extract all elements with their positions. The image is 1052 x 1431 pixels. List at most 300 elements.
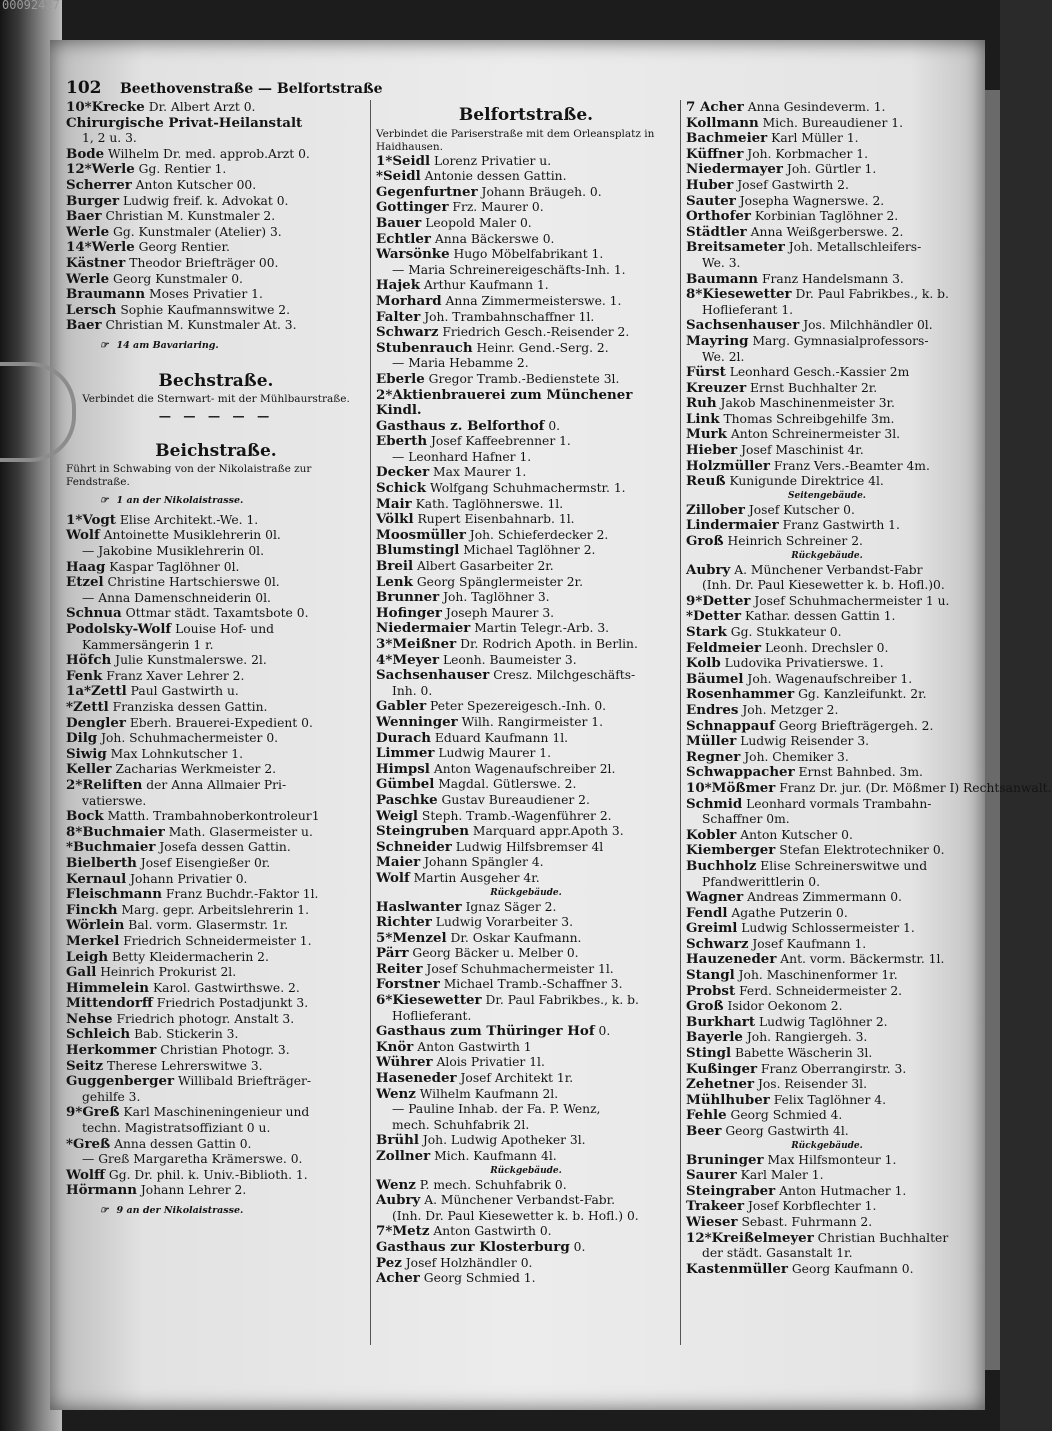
directory-entry xyxy=(376,325,676,341)
entry-details: Joh. Wagenaufschreiber 1. xyxy=(743,671,913,686)
entry-surname: Haslwanter xyxy=(376,898,462,915)
entry-surname: *Detter xyxy=(686,608,742,625)
entry-details: Anton Hutmacher 1. xyxy=(775,1183,907,1198)
entry-surname: Paschke xyxy=(376,791,438,808)
entry-details: Gg. Kunstmaler (Atelier) 3. xyxy=(109,224,282,239)
directory-entry xyxy=(66,747,366,763)
directory-entry xyxy=(686,412,968,428)
entry-surname: Saurer xyxy=(686,1167,737,1184)
entry-surname: Haseneder xyxy=(376,1070,457,1087)
entry-surname: Zehetner xyxy=(686,1076,755,1093)
entry-surname: 8*Kiesewetter xyxy=(686,286,792,303)
entry-details: Georg Spänglermeister 2r. xyxy=(412,574,583,589)
directory-entry xyxy=(376,465,676,481)
entry-details: Peter Spezereigesch.-Inh. 0. xyxy=(426,699,607,714)
entry-surname: Endres xyxy=(686,701,739,718)
running-title: Beethovenstraße — Belfortstraße xyxy=(119,81,383,97)
directory-entry xyxy=(66,178,366,194)
entry-details: 0. xyxy=(544,418,561,433)
directory-entry xyxy=(376,637,676,653)
entry-details: — Maria Hebamme 2. xyxy=(392,356,529,371)
entry-surname: 1a*Zettl xyxy=(66,683,127,700)
entry-details: Georg Gastwirth 4l. xyxy=(721,1124,849,1138)
directory-entry xyxy=(376,263,676,279)
directory-entry xyxy=(686,474,968,490)
entry-details: Ludwig freif. k. Advokat 0. xyxy=(119,193,289,208)
directory-entry xyxy=(376,1133,676,1149)
pointing-hand-icon: ☞ xyxy=(100,1205,109,1216)
entry-surname: Falter xyxy=(376,308,421,325)
directory-entry xyxy=(66,1105,366,1121)
entry-details: Louise Hof- und xyxy=(171,622,275,637)
entry-surname: Niedermaier xyxy=(376,620,471,637)
entry-details: Ferd. Schneidermeister 2. xyxy=(735,983,903,998)
directory-entry xyxy=(686,334,968,350)
directory-entry xyxy=(66,1059,366,1075)
entry-details: A. Münchener Verbandst-Fabr. xyxy=(420,1193,616,1208)
entry-details: Martin Telegr.-Arb. 3. xyxy=(470,621,610,636)
directory-entry xyxy=(686,443,968,459)
pointing-hand-icon: ☞ xyxy=(100,495,109,507)
entry-details: Kunigunde Direktrice 4l. xyxy=(725,474,884,489)
entry-details: Joh. Schieferdecker 2. xyxy=(465,527,609,542)
entry-surname: Murk xyxy=(686,426,727,443)
directory-entry xyxy=(66,903,366,919)
entry-details: Wilhelm Kaufmann 2l. xyxy=(415,1086,559,1101)
directory-entry xyxy=(686,396,968,412)
entry-surname: Huber xyxy=(686,176,734,193)
directory-entry xyxy=(66,303,366,319)
directory-entry xyxy=(376,762,676,778)
directory-entry xyxy=(686,518,968,534)
directory-entry xyxy=(686,350,968,366)
entry-surname: Lenk xyxy=(376,573,413,590)
entry-details: Friedrich Gesch.-Reisender 2. xyxy=(438,325,630,340)
entry-details: Anton Gastwirth 1 xyxy=(413,1039,532,1054)
directory-entry xyxy=(376,278,676,294)
directory-entry xyxy=(66,669,366,685)
entry-details: Michael Tramb.-Schaffner 3. xyxy=(439,977,623,992)
entry-surname: Wührer xyxy=(376,1054,433,1071)
entry-surname: Zillober xyxy=(686,501,745,518)
entry-details: Georg Rentier. xyxy=(134,240,230,255)
entry-surname: 7 Acher xyxy=(686,99,744,115)
entry-surname: Finckh xyxy=(66,901,118,918)
directory-entry xyxy=(66,918,366,934)
entry-surname: Hauzeneder xyxy=(686,951,777,968)
entry-details: Friedrich Postadjunkt 3. xyxy=(152,996,309,1011)
directory-entry xyxy=(686,952,968,968)
section-separator: — — — — — xyxy=(158,408,274,424)
entry-details: Dr. Rodrich Apoth. in Berlin. xyxy=(456,637,638,651)
directory-entry xyxy=(376,575,676,591)
entry-details: 1, 2 u. 3. xyxy=(82,131,137,146)
entry-details: Christian M. Kunstmaler 2. xyxy=(101,209,276,224)
directory-entry xyxy=(66,528,366,544)
directory-entry xyxy=(376,403,676,419)
entry-surname: 9*Greß xyxy=(66,1104,120,1121)
directory-entry xyxy=(66,591,366,607)
entry-surname: Hajek xyxy=(376,277,420,294)
entry-surname: Schneider xyxy=(376,838,452,855)
entry-details: Bal. vorm. Glasermstr. 1r. xyxy=(124,918,289,933)
entry-details: Math. Glasermeister u. xyxy=(164,824,313,839)
directory-entry xyxy=(376,915,676,931)
entry-details: — Jakobine Musiklehrerin 0l. xyxy=(82,544,265,559)
entry-surname: Leigh xyxy=(66,948,109,965)
directory-entry xyxy=(686,1153,968,1169)
entry-details: Sebast. Fuhrmann 2. xyxy=(737,1214,873,1229)
entry-details: Gustav Bureaudiener 2. xyxy=(437,792,590,807)
directory-entry xyxy=(686,272,968,288)
directory-entry xyxy=(686,797,968,813)
entry-surname: Wieser xyxy=(686,1213,738,1230)
directory-entry xyxy=(376,900,676,916)
entry-details: Anton Schreinermeister 3l. xyxy=(726,427,901,442)
entry-surname: Fehle xyxy=(686,1107,727,1124)
entry-details: Josef Kaffeebrenner 1. xyxy=(427,434,571,449)
directory-entry xyxy=(376,1009,676,1025)
entry-surname: *Seidl xyxy=(376,168,421,185)
directory-entry xyxy=(66,700,366,716)
entry-details: Max Maurer 1. xyxy=(429,465,527,480)
entry-surname: *Greß xyxy=(66,1135,111,1152)
entry-details: Ludwig Taglöhner 2. xyxy=(755,1014,888,1029)
entry-surname: Pärr xyxy=(376,945,409,962)
entry-details: — Leonhard Hafner 1. xyxy=(392,449,532,464)
entry-surname: Kußinger xyxy=(686,1060,758,1077)
directory-entry xyxy=(686,984,968,1000)
directory-entry xyxy=(66,1168,366,1184)
entry-details: Franz Buchdr.-Faktor 1l. xyxy=(161,887,319,902)
directory-entry xyxy=(686,240,968,256)
entry-details: Christian Photogr. 3. xyxy=(156,1043,290,1058)
entry-surname: Gottinger xyxy=(376,199,449,216)
directory-entry xyxy=(66,606,366,622)
entry-surname: Greiml xyxy=(686,920,738,937)
entry-details: Gg. Dr. phil. k. Univ.-Biblioth. 1. xyxy=(104,1167,308,1182)
entry-details: Bab. Stickerin 3. xyxy=(130,1027,239,1042)
entry-surname: Stangl xyxy=(686,967,735,984)
directory-entry xyxy=(686,427,968,443)
directory-entry xyxy=(376,185,676,201)
entry-surname: Weigl xyxy=(376,807,419,824)
directory-entry xyxy=(686,1062,968,1078)
entry-surname: Städtler xyxy=(686,223,747,240)
entry-surname: Schick xyxy=(376,480,427,497)
entry-details: Anna Bäckerswe 0. xyxy=(430,231,555,246)
street-note: ☞ 14 am Bavariaring. xyxy=(66,338,366,354)
entry-details: Julie Kunstmalerswe. 2l. xyxy=(111,653,267,668)
entry-surname: Wenz xyxy=(376,1085,416,1102)
entry-surname: Fenk xyxy=(66,667,103,684)
entry-surname: Kernaul xyxy=(66,870,127,887)
entry-details: Frz. Maurer 0. xyxy=(448,200,544,215)
entry-surname: Rosenhammer xyxy=(686,686,795,703)
entry-details: Michael Taglöhner 2. xyxy=(459,543,596,558)
entry-surname: Himpsl xyxy=(376,760,430,777)
directory-entry xyxy=(66,1074,366,1090)
directory-entry xyxy=(66,1012,366,1028)
entry-details: (Inh. Dr. Paul Kiesewetter k. b. Hofl.)0. xyxy=(702,578,945,593)
entry-surname: Wolf xyxy=(376,869,410,886)
entry-details: Ludovika Privatierswe. 1. xyxy=(720,656,884,671)
entry-details: Georg Kunstmaler 0. xyxy=(109,271,243,286)
directory-entry xyxy=(66,981,366,997)
entry-surname: Fendl xyxy=(686,904,728,921)
directory-entry xyxy=(686,843,968,859)
directory-entry xyxy=(686,100,968,116)
directory-entry xyxy=(686,503,968,519)
entry-details: Karl Müller 1. xyxy=(767,131,859,146)
entry-details: Joh. Ludwig Apotheker 3l. xyxy=(418,1133,586,1148)
directory-entry xyxy=(686,1015,968,1031)
entry-surname: Kastenmüller xyxy=(686,1260,788,1277)
directory-entry xyxy=(376,372,676,388)
entry-surname: Moosmüller xyxy=(376,526,466,543)
entry-details: Hoflieferant 1. xyxy=(702,302,794,317)
entry-surname: Buchholz xyxy=(686,857,757,874)
entry-surname: Wörlein xyxy=(66,917,125,934)
directory-entry xyxy=(66,762,366,778)
directory-entry xyxy=(376,1071,676,1087)
entry-details: Heinrich Schreiner 2. xyxy=(723,534,863,549)
entry-details: Jakob Maschinenmeister 3r. xyxy=(716,396,895,411)
directory-entry xyxy=(376,1040,676,1056)
entry-surname: Bielberth xyxy=(66,854,137,871)
entry-details: Max Lohnkutscher 1. xyxy=(106,746,244,761)
entry-details: Willibald Briefträger- xyxy=(174,1074,312,1089)
entry-surname: Sachsenhauser xyxy=(376,667,490,684)
entry-details: Ignaz Säger 2. xyxy=(461,899,557,914)
entry-surname: Link xyxy=(686,410,720,427)
directory-entry xyxy=(66,116,366,132)
directory-entry xyxy=(686,1030,968,1046)
entry-details: Joseph Maurer 3. xyxy=(442,605,555,620)
directory-entry xyxy=(686,719,968,735)
directory-entry xyxy=(376,855,676,871)
directory-entry xyxy=(376,481,676,497)
directory-entry xyxy=(376,559,676,575)
directory-entry xyxy=(376,169,676,185)
entry-surname: Lindermaier xyxy=(686,517,779,534)
directory-entry xyxy=(66,778,366,794)
entry-details: Christine Hartschierswe 0l. xyxy=(103,575,280,590)
directory-entry xyxy=(376,1087,676,1103)
entry-details: (Inh. Dr. Paul Kiesewetter k. b. Hofl.) 0. xyxy=(392,1208,639,1223)
entry-details: Alois Privatier 1l. xyxy=(432,1055,545,1070)
entry-surname: Bayerle xyxy=(686,1029,743,1046)
entry-surname: Blumstingl xyxy=(376,542,460,559)
directory-entry xyxy=(686,1124,968,1140)
entry-surname: Acher xyxy=(376,1270,420,1287)
entry-surname: Echtler xyxy=(376,230,431,247)
street-note: ☞ 9 an der Nikolaistrasse. xyxy=(66,1203,366,1219)
building-subheading: Rückgebäude. xyxy=(490,887,562,898)
entry-surname: Breil xyxy=(376,558,414,575)
entry-details: Max Hilfsmonteur 1. xyxy=(763,1152,897,1167)
entry-details: Franz Dr. jur. (Dr. Mößmer I) Rechtsanwalt. xyxy=(775,780,1052,795)
directory-entry xyxy=(686,875,968,891)
entry-surname: Stubenrauch xyxy=(376,339,473,356)
directory-entry xyxy=(376,294,676,310)
entry-list xyxy=(66,513,366,1199)
entry-surname: 9*Detter xyxy=(686,592,751,609)
directory-entry xyxy=(686,1215,968,1231)
directory-entry xyxy=(376,1193,676,1209)
directory-entry xyxy=(686,194,968,210)
entry-details: — Pauline Inhab. der Fa. P. Wenz, xyxy=(392,1102,601,1117)
entry-details: Kammersängerin 1 r. xyxy=(82,637,214,652)
entry-surname: Breitsameter xyxy=(686,239,785,256)
entry-details: Joh. Rangiergeh. 3. xyxy=(742,1030,868,1045)
directory-entry xyxy=(686,594,968,610)
entry-surname: Wolf xyxy=(66,527,100,544)
column-rule xyxy=(370,100,371,1345)
entry-surname: Merkel xyxy=(66,932,120,949)
entry-surname: Stark xyxy=(686,624,727,640)
entry-surname: Bode xyxy=(66,145,105,162)
entry-surname: Siwig xyxy=(66,745,107,762)
entry-details: Karl Maschineningenieur und xyxy=(119,1105,310,1120)
entry-details: Joh. Korbmacher 1. xyxy=(743,146,868,161)
entry-surname: Gasthaus z. Belforthof xyxy=(376,417,545,434)
entry-details: Johann Lehrer 2. xyxy=(136,1183,247,1198)
directory-entry xyxy=(376,1055,676,1071)
entry-details: Josef Schuhmachermeister 1l. xyxy=(422,961,614,976)
directory-entry xyxy=(376,434,676,450)
entry-details: Joh. Schuhmachermeister 0. xyxy=(97,731,279,746)
entry-details: Josefa dessen Gattin. xyxy=(155,840,291,855)
directory-entry xyxy=(686,625,968,641)
directory-entry xyxy=(376,310,676,326)
directory-entry xyxy=(376,1240,676,1256)
directory-entry xyxy=(686,1262,968,1278)
directory-entry xyxy=(376,946,676,962)
directory-entry xyxy=(66,147,366,163)
directory-entry xyxy=(66,575,366,591)
entry-surname: Beer xyxy=(686,1123,722,1139)
entry-details: Ludwig Reisender 3. xyxy=(736,734,870,749)
entry-surname: Fürst xyxy=(686,364,726,381)
entry-surname: 2*Aktienbrauerei zum Münchener xyxy=(376,386,633,403)
directory-entry xyxy=(66,825,366,841)
entry-details: Leonh. Drechsler 0. xyxy=(761,640,889,655)
directory-entry xyxy=(376,871,676,887)
entry-surname: Baer xyxy=(66,208,102,225)
entry-surname: Nehse xyxy=(66,1010,113,1027)
entry-list xyxy=(66,100,366,334)
directory-entry xyxy=(66,1027,366,1043)
directory-entry xyxy=(376,419,676,435)
directory-entry xyxy=(66,513,366,529)
entry-list xyxy=(376,154,676,1287)
entry-surname: Schnappauf xyxy=(686,717,775,734)
entry-details: — Anna Damenschneiderin 0l. xyxy=(82,590,271,605)
entry-details: Ludwig Vorarbeiter 3. xyxy=(431,915,574,930)
entry-surname: Mühlhuber xyxy=(686,1091,770,1108)
entry-surname: Knör xyxy=(376,1038,414,1055)
entry-surname: Groß xyxy=(686,998,724,1015)
entry-details: Inh. 0. xyxy=(392,683,433,698)
entry-surname: Steingraber xyxy=(686,1182,776,1199)
entry-surname: Limmer xyxy=(376,745,435,762)
entry-surname: Ruh xyxy=(686,395,717,412)
entry-surname: Wagner xyxy=(686,889,744,906)
entry-details: Anna Weißgerberswe. 2. xyxy=(746,224,904,239)
entry-surname: Hofinger xyxy=(376,604,442,621)
entry-details: Marg. Gymnasialprofessors- xyxy=(748,333,929,348)
entry-surname: Schnua xyxy=(66,605,122,622)
entry-surname: Kästner xyxy=(66,254,126,271)
entry-details: Karol. Gastwirthswe. 2. xyxy=(149,980,300,995)
entry-surname: 12*Werle xyxy=(66,161,135,178)
entry-details: Josepha Wagnerswe. 2. xyxy=(735,193,885,208)
directory-entry xyxy=(686,1246,968,1262)
entry-surname: Schwarz xyxy=(376,324,439,341)
directory-entry xyxy=(66,622,366,638)
entry-surname: Bachmeier xyxy=(686,130,768,147)
entry-details: Franz Handelsmann 3. xyxy=(758,271,904,286)
entry-details: Schaffner 0m. xyxy=(702,812,790,827)
directory-entry xyxy=(686,828,968,844)
column-2 xyxy=(376,102,676,1287)
directory-entry xyxy=(376,1209,676,1225)
entry-surname: 1*Seidl xyxy=(376,152,431,169)
directory-entry xyxy=(376,388,676,404)
entry-surname: Bock xyxy=(66,808,104,825)
directory-entry xyxy=(66,638,366,654)
entry-details: Josef Maschinist 4r. xyxy=(737,443,864,458)
directory-entry xyxy=(686,1168,968,1184)
entry-details: Thomas Schreibgehilfe 3m. xyxy=(719,411,895,426)
entry-surname: Braumann xyxy=(66,286,146,303)
entry-surname: Podolsky-Wolf xyxy=(66,621,172,638)
entry-surname: 2*Reliften xyxy=(66,776,143,793)
directory-entry xyxy=(376,731,676,747)
directory-entry xyxy=(376,1024,676,1040)
directory-entry xyxy=(376,512,676,528)
entry-details: Friedrich photogr. Anstalt 3. xyxy=(112,1011,295,1026)
entry-surname: Keller xyxy=(66,761,112,778)
entry-details: mech. Schuhfabrik 2l. xyxy=(392,1117,530,1132)
directory-entry xyxy=(686,256,968,272)
directory-entry xyxy=(686,1093,968,1109)
entry-surname: Holzmüller xyxy=(686,457,770,474)
directory-entry xyxy=(376,621,676,637)
directory-entry xyxy=(686,303,968,319)
entry-surname: Pez xyxy=(376,1254,402,1271)
entry-surname: Forstner xyxy=(376,976,440,993)
entry-details: Gregor Tramb.-Bedienstete 3l. xyxy=(424,371,620,386)
entry-details: Georg Briefträgergeh. 2. xyxy=(774,718,934,733)
directory-entry xyxy=(686,534,968,550)
street-description: Verbindet die Pariserstraße mit dem Orleansplatz in Haidhausen. xyxy=(376,127,655,153)
directory-entry xyxy=(66,794,366,810)
directory-entry xyxy=(376,528,676,544)
entry-details: Marg. gepr. Arbeitslehrerin 1. xyxy=(117,902,310,917)
entry-surname: Reuß xyxy=(686,473,726,490)
entry-surname: Warsönke xyxy=(376,246,450,263)
street-title: Beichstraße. xyxy=(155,440,277,461)
entry-surname: Schwappacher xyxy=(686,764,795,781)
directory-entry xyxy=(376,606,676,622)
directory-entry xyxy=(686,578,968,594)
building-subheading: Rückgebäude. xyxy=(791,1140,863,1151)
directory-entry xyxy=(66,209,366,225)
directory-entry xyxy=(686,641,968,657)
column-rule xyxy=(680,100,681,1345)
